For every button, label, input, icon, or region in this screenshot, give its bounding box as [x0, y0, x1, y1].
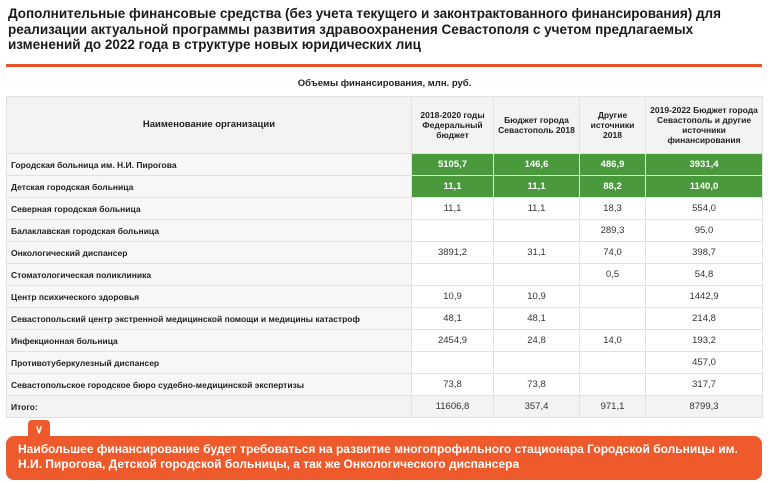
cell-other: 486,9	[580, 154, 646, 176]
organization-name: Севастопольское городское бюро судебно-медицинской экспертизы	[7, 374, 412, 396]
organization-name: Противотуберкулезный диспансер	[7, 352, 412, 374]
cell-2019-2022: 1140,0	[646, 176, 763, 198]
table-total-row	[7, 396, 763, 418]
cell-2019-2022: 457,0	[646, 352, 763, 374]
column-header-federal: 2018-2020 годы Федеральный бюджет	[412, 97, 494, 154]
cell-city	[494, 352, 580, 374]
table-row	[7, 264, 763, 286]
cell-other: 0,5	[580, 264, 646, 286]
table-row	[7, 154, 763, 176]
cell-other	[580, 352, 646, 374]
table-row	[7, 352, 763, 374]
page-title: Дополнительные финансовые средства (без учета текущего и законтрактованного финансирования) для реализации актуальной программы развития здравоохранения Севастополя с учетом предлагаемых изменений до 2022 года в структуре новых юридических лиц	[8, 6, 722, 52]
cell-city	[494, 220, 580, 242]
cell-other: 289,3	[580, 220, 646, 242]
cell-city: 10,9	[494, 286, 580, 308]
cell-other	[580, 374, 646, 396]
cell-city: 73,8	[494, 374, 580, 396]
cell-other: 971,1	[580, 396, 646, 418]
organization-name: Севастопольский центр экстренной медицинской помощи и медицины катастроф	[7, 308, 412, 330]
cell-federal: 11,1	[412, 176, 494, 198]
cell-city: 31,1	[494, 242, 580, 264]
organization-name: Итого:	[7, 396, 412, 418]
cell-2019-2022: 193,2	[646, 330, 763, 352]
cell-other: 14,0	[580, 330, 646, 352]
table-row	[7, 220, 763, 242]
cell-city: 11,1	[494, 198, 580, 220]
cell-2019-2022: 3931,4	[646, 154, 763, 176]
cell-federal: 48,1	[412, 308, 494, 330]
table-row	[7, 374, 763, 396]
table-row	[7, 330, 763, 352]
table-row	[7, 176, 763, 198]
cell-federal: 73,8	[412, 374, 494, 396]
organization-name: Северная городская больница	[7, 198, 412, 220]
table-row	[7, 308, 763, 330]
cell-federal	[412, 220, 494, 242]
column-header-2019-2022: 2019-2022 Бюджет города Севастополь и другие источники финансирования	[646, 97, 763, 154]
table-row	[7, 242, 763, 264]
cell-city	[494, 264, 580, 286]
cell-other: 88,2	[580, 176, 646, 198]
cell-city: 146,6	[494, 154, 580, 176]
summary-banner: Наибольшее финансирование будет требоваться на развитие многопрофильного стационара Городской больницы им. Н.И. Пирогова, Детской городской больницы, а так же Онкологического диспансера	[6, 436, 762, 480]
cell-2019-2022: 1442,9	[646, 286, 763, 308]
organization-name: Городская больница им. Н.И. Пирогова	[7, 154, 412, 176]
cell-2019-2022: 317,7	[646, 374, 763, 396]
cell-city: 11,1	[494, 176, 580, 198]
column-header-other: Другие источники 2018	[580, 97, 646, 154]
cell-federal	[412, 352, 494, 374]
cell-other	[580, 286, 646, 308]
cell-city: 24,8	[494, 330, 580, 352]
cell-city: 48,1	[494, 308, 580, 330]
column-header-name: Наименование организации	[7, 97, 412, 154]
chevron-down-icon: ∨	[28, 420, 50, 438]
cell-federal: 11,1	[412, 198, 494, 220]
cell-other: 74,0	[580, 242, 646, 264]
cell-federal: 5105,7	[412, 154, 494, 176]
cell-federal: 10,9	[412, 286, 494, 308]
cell-federal: 11606,8	[412, 396, 494, 418]
organization-name: Онкологический диспансер	[7, 242, 412, 264]
organization-name: Центр психического здоровья	[7, 286, 412, 308]
cell-city: 357,4	[494, 396, 580, 418]
cell-other: 18,3	[580, 198, 646, 220]
table-row	[7, 198, 763, 220]
organization-name: Стоматологическая поликлиника	[7, 264, 412, 286]
table-row	[7, 286, 763, 308]
column-header-city: Бюджет города Севастополь 2018	[494, 97, 580, 154]
organization-name: Детская городская больница	[7, 176, 412, 198]
cell-federal: 3891,2	[412, 242, 494, 264]
funding-table	[6, 70, 763, 418]
cell-other	[580, 308, 646, 330]
cell-2019-2022: 95,0	[646, 220, 763, 242]
cell-federal: 2454,9	[412, 330, 494, 352]
table-caption: Объемы финансирования, млн. руб.	[7, 70, 763, 97]
cell-2019-2022: 214,8	[646, 308, 763, 330]
organization-name: Балаклавская городская больница	[7, 220, 412, 242]
title-divider	[6, 64, 762, 67]
cell-2019-2022: 554,0	[646, 198, 763, 220]
cell-2019-2022: 398,7	[646, 242, 763, 264]
cell-2019-2022: 8799,3	[646, 396, 763, 418]
cell-federal	[412, 264, 494, 286]
cell-2019-2022: 54,8	[646, 264, 763, 286]
organization-name: Инфекционная больница	[7, 330, 412, 352]
